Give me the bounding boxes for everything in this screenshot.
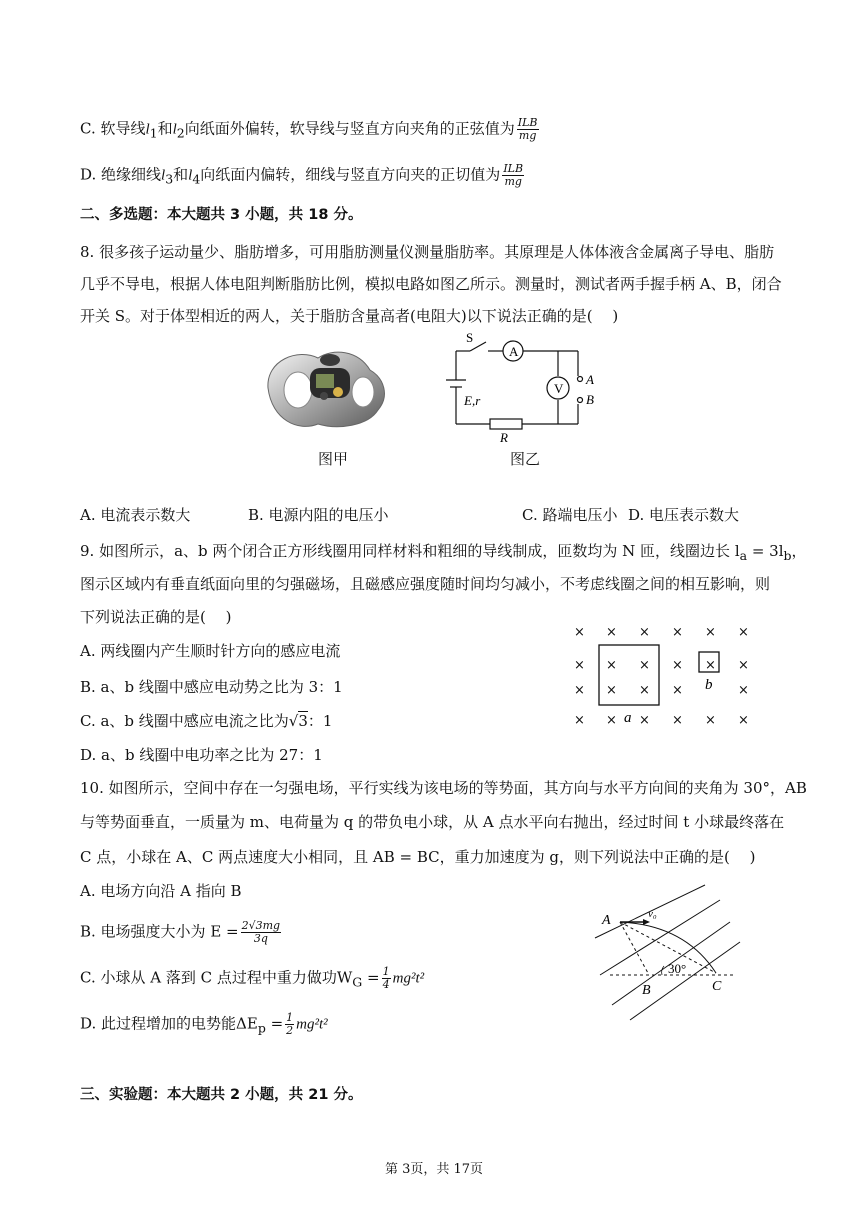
q8-option-a: A. 电流表示数大 (80, 506, 191, 524)
ammeter-label: A (509, 344, 519, 359)
q10-text-line-1: 10. 如图所示，空间中存在一匀强电场，平行实线为该电场的等势面，其方向与水平方向间的夹角为 30°，AB (80, 779, 807, 797)
fraction: $\frac{\text{ILB}}{mg}$ (503, 162, 524, 188)
electric-field-diagram (590, 880, 750, 1025)
q10-text-line-2: 与等势面垂直，一质量为 m、电荷量为 q 的带负电小球，从 A 点水平向右抛出，经过时间 t 小球最终落在 (80, 813, 785, 831)
point-c-label: C (712, 979, 722, 994)
svg-text:×: × (574, 658, 585, 673)
resistor-label: R (500, 430, 508, 445)
svg-text:×: × (574, 713, 585, 728)
magnetic-field-coils-diagram (568, 620, 760, 732)
svg-text:×: × (606, 683, 617, 698)
fraction: $\frac{1}{2}$ (286, 1011, 294, 1037)
svg-text:×: × (639, 625, 650, 640)
q9-option-b: B. a、b 线圈中感应电动势之比为 3：1 (80, 678, 343, 696)
q10-option-a: A. 电场方向沿 A 指向 B (80, 882, 242, 900)
fraction: $\frac{2√3mg}{3q}$ (241, 919, 281, 945)
svg-text:×: × (705, 713, 716, 728)
q8-text-line-2: 几乎不导电，根据人体电阻判断脂肪比例，模拟电路如图乙所示。测量时，测试者两手握手柄 A、B，闭合 (80, 275, 782, 293)
svg-text:×: × (738, 713, 749, 728)
svg-text:×: × (672, 713, 683, 728)
q9-text-line-3: 下列说法正确的是( ) (80, 608, 232, 626)
figure-a-caption: 图甲 (318, 450, 349, 468)
q9-text-line-1: 9. 如图所示，a、b 两个闭合正方形线圈用同样材料和粗细的导线制成，匝数均为 N 匝，线圈边长 $l_a = 3l_b$， (80, 542, 807, 563)
fraction: $\frac{1}{4}$ (382, 965, 390, 991)
svg-text:×: × (738, 658, 749, 673)
velocity-label: v₀ (648, 908, 657, 920)
coil-b-label: b (705, 677, 713, 693)
source-label: E,r (464, 393, 481, 408)
q10-text-line-3: C 点，小球在 A、C 两点速度大小相同，且 AB = BC，重力加速度为 g，则下列说法中正确的是( ) (80, 848, 756, 866)
field-cross-marks (574, 625, 749, 728)
sqrt-sign: √ (288, 712, 299, 730)
q8-option-d: D. 电压表示数大 (628, 506, 740, 524)
svg-text:×: × (574, 683, 585, 698)
svg-text:×: × (639, 713, 650, 728)
svg-text:×: × (672, 625, 683, 640)
svg-text:×: × (738, 683, 749, 698)
q10-option-b: B. 电场强度大小为 E = $\frac{2√3mg}{3q}$ (80, 919, 281, 945)
svg-text:×: × (705, 658, 716, 673)
switch-label: S (466, 330, 474, 345)
fraction: $\frac{\text{ILB}}{mg}$ (517, 116, 538, 142)
q7-option-d: D. 绝缘细线$l_3$和$l_4$向纸面内偏转，细线与竖直方向夹的正切值为 $\frac{\text{ILB}}{mg}$ (80, 162, 524, 188)
coil-a-label: a (624, 710, 632, 726)
voltmeter-label: V (554, 381, 564, 396)
q9-text-line-2: 图示区域内有垂直纸面向里的匀强磁场，且磁感应强度随时间均匀减小，不考虑线圈之间的相互影响，则 (80, 575, 771, 593)
q10-option-d: D. 此过程增加的电势能$\Delta E_p$ = $\frac{1}{2}$ mg²t² (80, 1011, 328, 1037)
q8-option-c: C. 路端电压小 (522, 506, 618, 524)
svg-text:×: × (639, 658, 650, 673)
angle-arc (662, 966, 664, 975)
figure-b-caption: 图乙 (510, 450, 541, 468)
svg-text:×: × (639, 683, 650, 698)
terminal-a-label: A (586, 372, 594, 387)
svg-text:×: × (672, 683, 683, 698)
svg-text:×: × (574, 625, 585, 640)
q10-option-c: C. 小球从 A 落到 C 点过程中重力做功$W_G$ = $\frac{1}{4}$ mg²t² (80, 965, 425, 991)
page-footer: 第 3页，共 17页 (384, 1162, 484, 1177)
svg-text:×: × (606, 713, 617, 728)
svg-text:×: × (606, 625, 617, 640)
q8-text-line-1: 8. 很多孩子运动量少、脂肪增多，可用脂肪测量仪测量脂肪率。其原理是人体体液含金属离子导电、脂肪 (80, 243, 775, 261)
svg-text:×: × (672, 658, 683, 673)
section-heading-experiment: 三、实验题：本大题共 2 小题，共 21 分。 (80, 1087, 363, 1103)
q8-option-b: B. 电源内阻的电压小 (248, 506, 389, 524)
svg-text:×: × (705, 625, 716, 640)
angle-label: 30° (668, 961, 687, 976)
terminal-b-label: B (586, 392, 594, 407)
svg-text:×: × (738, 625, 749, 640)
section-heading-multiple-choice: 二、多选题：本大题共 3 小题，共 18 分。 (80, 207, 363, 223)
fat-meter-device-image (258, 340, 398, 435)
q9-option-a: A. 两线圈内产生顺时针方向的感应电流 (80, 642, 341, 660)
point-b-label: B (642, 983, 651, 998)
q9-option-d: D. a、b 线圈中电功率之比为 27：1 (80, 746, 323, 764)
point-a-label: A (602, 913, 611, 928)
svg-text:×: × (606, 658, 617, 673)
circuit-diagram (430, 330, 610, 448)
q9-option-c: C. a、b 线圈中感应电流之比为√3：1 (80, 712, 333, 730)
equipotential-lines (595, 885, 740, 1020)
q8-text-line-3: 开关 S。对于体型相近的两人，关于脂肪含量高者(电阻大)以下说法正确的是( ) (80, 307, 619, 325)
q7-option-c: C. 软导线$l_1$和$l_2$向纸面外偏转，软导线与竖直方向夹角的正弦值为 $\frac{\text{ILB}}{mg}$ (80, 116, 538, 142)
